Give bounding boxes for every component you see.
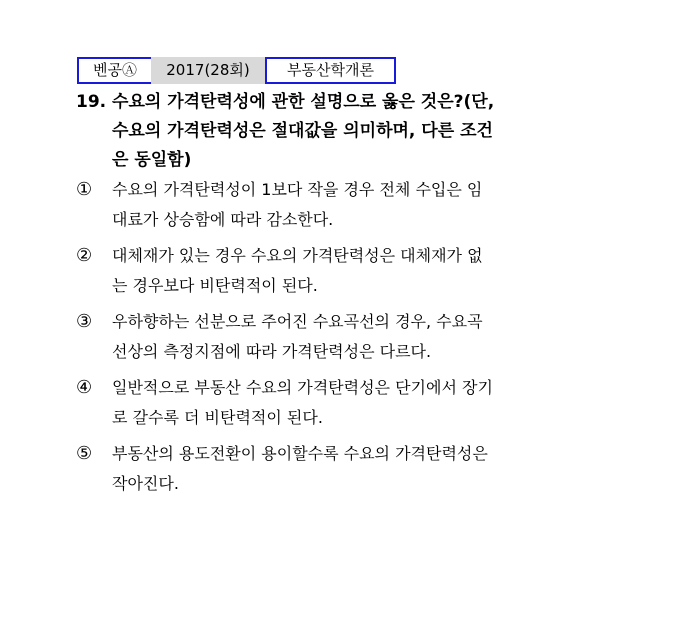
option-number: ①	[76, 179, 93, 200]
option-text-line: 우하향하는 선분으로 주어진 수요곡선의 경우, 수요곡	[112, 312, 483, 331]
question-line: 수요의 가격탄력성은 절대값을 의미하며, 다른 조건	[112, 121, 493, 141]
answer-options	[76, 175, 596, 505]
subject-tag: 벤공Ⓐ	[77, 57, 151, 84]
answer-option-1[interactable]	[76, 175, 596, 235]
question-line: 은 동일함)	[112, 150, 192, 170]
answer-option-3[interactable]	[76, 307, 596, 367]
answer-option-4[interactable]	[76, 373, 596, 433]
answer-option-5[interactable]	[76, 439, 596, 499]
option-text-line: 대체재가 있는 경우 수요의 가격탄력성은 대체재가 없	[112, 246, 483, 265]
option-text-line: 는 경우보다 비탄력적이 된다.	[112, 276, 318, 295]
question-stem	[76, 88, 596, 175]
exam-year-tag: 2017(28회)	[151, 57, 265, 84]
option-text-line: 수요의 가격탄력성이 1보다 작을 경우 전체 수입은 임	[112, 180, 483, 199]
option-number: ⑤	[76, 443, 93, 464]
header-tags	[77, 57, 396, 84]
course-tag: 부동산학개론	[265, 57, 396, 84]
option-text-line: 선상의 측정지점에 따라 가격탄력성은 다르다.	[112, 342, 432, 361]
option-number: ④	[76, 377, 93, 398]
option-text-line: 일반적으로 부동산 수요의 가격탄력성은 단기에서 장기	[112, 378, 493, 397]
question-line: 19. 수요의 가격탄력성에 관한 설명으로 옳은 것은?(단,	[76, 92, 495, 112]
option-text-line: 로 갈수록 더 비탄력적이 된다.	[112, 408, 323, 427]
option-number: ③	[76, 311, 93, 332]
option-number: ②	[76, 245, 93, 266]
answer-option-2[interactable]	[76, 241, 596, 301]
option-text-line: 대료가 상승함에 따라 감소한다.	[112, 210, 334, 229]
option-text-line: 부동산의 용도전환이 용이할수록 수요의 가격탄력성은	[112, 444, 488, 463]
option-text-line: 작아진다.	[112, 474, 179, 493]
